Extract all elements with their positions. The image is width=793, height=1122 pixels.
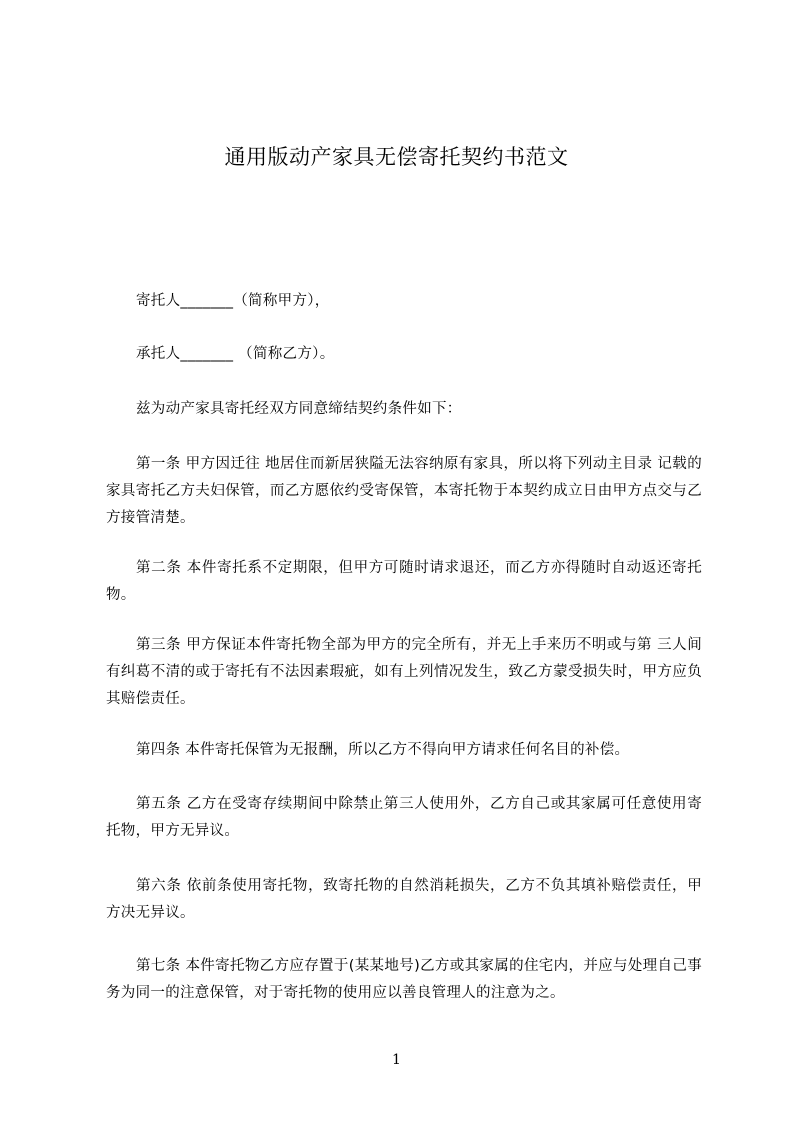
paragraph-depositary: 承托人_______ （简称乙方）。 — [136, 346, 335, 362]
paragraph-article-1: 第一条 甲方因迁往 地居住而新居狭隘无法容纳原有家具，所以将下列动主目录 记载的家具寄托乙方夫妇保管，而乙方愿依约受寄保管，本寄托物于本契约成立日由甲方点交与乙方接管清楚。 — [106, 456, 702, 526]
paragraph-preamble: 兹为动产家具寄托经双方同意缔结契约条件如下： — [136, 401, 462, 417]
paragraph-article-7: 第七条 本件寄托物乙方应存置于(某某地号)乙方或其家属的住宅内，并应与处理自己事务为同一的注意保管，对于寄托物的使用应以善良管理人的注意为之。 — [106, 958, 702, 1001]
document-title: 通用版动产家具无偿寄托契约书范文 — [224, 145, 569, 169]
paragraph-article-6: 第六条 依前条使用寄托物，致寄托物的自然消耗损失，乙方不负其填补赔偿责任，甲方决无异议。 — [106, 878, 702, 921]
paragraph-article-2: 第二条 本件寄托系不定期限，但甲方可随时请求退还，而乙方亦得随时自动返还寄托物。 — [106, 560, 702, 603]
paragraph-article-5: 第五条 乙方在受寄存续期间中除禁止第三人使用外，乙方自己或其家属可任意使用寄托物，甲方无异议。 — [106, 796, 702, 839]
paragraph-article-3: 第三条 甲方保证本件寄托物全部为甲方的完全所有，并无上手来历不明或与第 三人间有纠葛不清的或于寄托有不法因素瑕疵，如有上列情况发生，致乙方蒙受损失时，甲方应负其赔偿责任。 — [106, 637, 702, 707]
paragraph-depositor: 寄托人_______（简称甲方）， — [136, 293, 330, 309]
paragraph-article-4: 第四条 本件寄托保管为无报酬，所以乙方不得向甲方请求任何名目的补偿。 — [136, 742, 630, 758]
page-number: 1 — [392, 1052, 401, 1068]
